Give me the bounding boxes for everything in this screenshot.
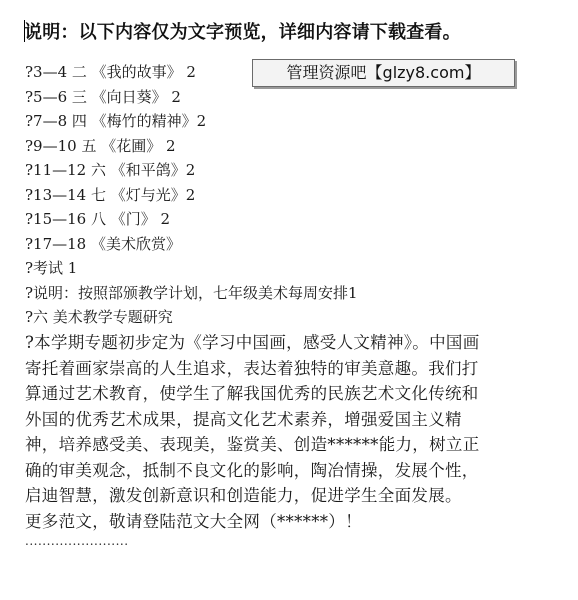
- site-watermark: 管理资源吧【glzy8.com】: [252, 59, 515, 87]
- schedule-list: [25, 60, 555, 330]
- paragraph-line: 神，培养感受美、表现美，鉴赏美、创造******能力，树立正: [25, 435, 480, 454]
- more-samples-line: 更多范文，敬请登陆范文大全网（******）！: [25, 511, 362, 531]
- schedule-line: ?5—6 三 《向日葵》 2: [25, 87, 181, 106]
- schedule-line: ?15—16 八 《门》 2: [25, 210, 171, 228]
- schedule-line: ?13—14 七 《灯与光》2: [25, 185, 196, 204]
- dotted-separator: ........................: [25, 534, 129, 548]
- schedule-line: ?考试 1: [25, 259, 78, 277]
- research-paragraph: [25, 330, 553, 534]
- paragraph-line: 确的审美观念，抵制不良文化的影响，陶冶情操，发展个性，: [25, 460, 479, 480]
- schedule-line: ?3—4 二 《我的故事》 2: [25, 63, 196, 81]
- paragraph-line: 寄托着画家崇高的人生追求，表达着独特的审美意趣。我们打: [25, 358, 479, 378]
- paragraph-line: 启迪智慧，激发创新意识和创造能力，促进学生全面发展。: [25, 486, 462, 505]
- schedule-line: ?7—8 四 《梅竹的精神》2: [25, 112, 207, 130]
- preview-notice: 说明：以下内容仅为文字预览，详细内容请下载查看。: [24, 22, 461, 43]
- paragraph-line: 外国的优秀艺术成果，提高文化艺术素养，增强爱国主义精: [25, 409, 462, 429]
- schedule-line: ?17—18 《美术欣赏》: [25, 234, 181, 253]
- paragraph-line: 算通过艺术教育，使学生了解我国优秀的民族艺术文化传统和: [25, 384, 479, 403]
- section-heading: ?六 美术教学专题研究: [25, 308, 173, 326]
- schedule-line: ?说明：按照部颁教学计划，七年级美术每周安排1: [25, 283, 358, 302]
- schedule-line: ?9—10 五 《花圃》 2: [25, 136, 176, 155]
- paragraph-line: ?本学期专题初步定为《学习中国画，感受人文精神》。中国画: [25, 333, 480, 352]
- schedule-line: ?11—12 六 《和平鸽》2: [25, 161, 196, 179]
